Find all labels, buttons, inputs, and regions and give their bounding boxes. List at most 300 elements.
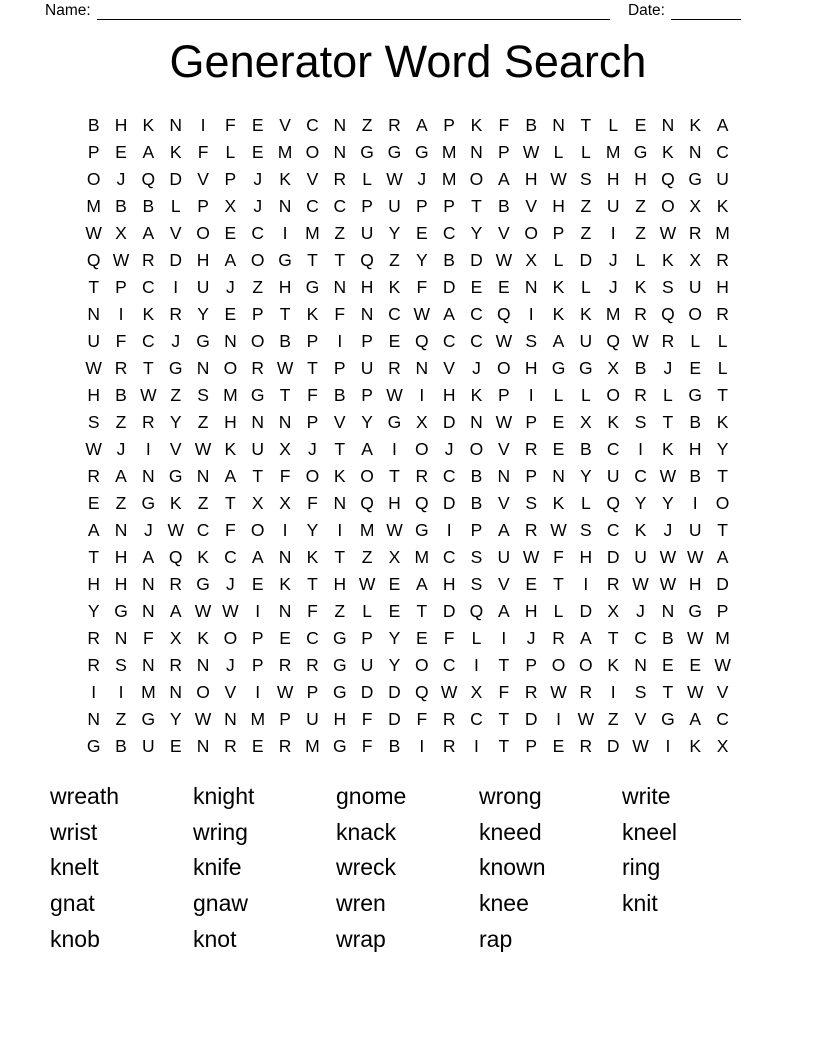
grid-letter: Z xyxy=(197,412,209,432)
grid-letter: B xyxy=(689,412,702,432)
grid-letter: H xyxy=(333,574,347,594)
word-item: wrong xyxy=(479,783,542,810)
grid-letter: L xyxy=(717,331,728,351)
grid-letter: I xyxy=(610,223,616,243)
grid-letter: B xyxy=(388,736,401,756)
grid-letter: C xyxy=(442,223,456,243)
grid-letter: D xyxy=(360,682,374,702)
grid-letter: T xyxy=(334,250,346,270)
grid-letter: O xyxy=(223,628,238,648)
grid-letter: J xyxy=(143,520,153,540)
grid-letter: S xyxy=(580,169,592,189)
grid-letter: V xyxy=(716,682,729,702)
grid-letter: O xyxy=(414,655,429,675)
grid-letter: N xyxy=(470,142,483,162)
grid-letter: N xyxy=(87,709,100,729)
grid-letter: Z xyxy=(580,196,592,216)
grid-letter: A xyxy=(443,304,455,324)
grid-letter: Z xyxy=(334,223,346,243)
grid-letter: H xyxy=(114,547,128,567)
grid-letter: Y xyxy=(388,655,401,675)
grid-letter: P xyxy=(333,358,346,378)
grid-letter: P xyxy=(251,304,264,324)
grid-letter: G xyxy=(688,385,703,405)
grid-letter: H xyxy=(524,358,538,378)
grid-letter: L xyxy=(580,493,591,513)
grid-letter: R xyxy=(278,655,292,675)
grid-letter: H xyxy=(278,277,292,297)
grid-letter: X xyxy=(607,601,620,621)
grid-letter: E xyxy=(388,601,401,621)
grid-letter: G xyxy=(141,493,156,513)
grid-letter: N xyxy=(87,304,100,324)
grid-letter: P xyxy=(115,277,127,297)
grid-letter: F xyxy=(361,709,373,729)
grid-letter: H xyxy=(552,196,565,216)
grid-letter: A xyxy=(361,439,373,459)
grid-letter: N xyxy=(142,655,155,675)
grid-letter: F xyxy=(197,142,209,162)
grid-letter: X xyxy=(279,439,291,459)
grid-letter: F xyxy=(225,520,236,540)
grid-letter: K xyxy=(689,736,702,756)
grid-letter: E xyxy=(552,439,565,459)
grid-letter: K xyxy=(607,655,620,675)
grid-letter: K xyxy=(580,304,592,324)
grid-letter: C xyxy=(306,115,319,135)
grid-letter: K xyxy=(388,277,401,297)
grid-letter: I xyxy=(392,439,397,459)
grid-letter: W xyxy=(714,655,731,675)
grid-letter: E xyxy=(415,223,428,243)
grid-letter: A xyxy=(716,115,729,135)
word-item: knight xyxy=(193,783,255,810)
grid-letter: N xyxy=(224,709,237,729)
grid-letter: W xyxy=(632,736,649,756)
word-item: wrap xyxy=(336,925,386,952)
grid-letter: D xyxy=(442,493,456,513)
grid-letter: K xyxy=(634,520,647,540)
grid-letter: H xyxy=(716,277,729,297)
grid-letter: W xyxy=(167,520,184,540)
grid-letter: X xyxy=(388,547,401,567)
grid-letter: I xyxy=(255,682,261,702)
grid-letter: R xyxy=(634,385,647,405)
grid-letter: H xyxy=(524,169,538,189)
grid-letter: Y xyxy=(306,520,319,540)
grid-letter: K xyxy=(662,439,674,459)
grid-letter: X xyxy=(279,493,291,513)
grid-letter: B xyxy=(470,493,483,513)
grid-letter: W xyxy=(577,709,595,729)
grid-letter: B xyxy=(470,466,483,486)
grid-letter: W xyxy=(659,223,677,243)
grid-letter: N xyxy=(360,304,374,324)
grid-letter: T xyxy=(662,412,674,432)
grid-letter: F xyxy=(334,304,346,324)
grid-letter: K xyxy=(552,493,565,513)
grid-letter: V xyxy=(525,196,538,216)
grid-letter: I xyxy=(638,439,643,459)
grid-letter: M xyxy=(715,223,730,243)
grid-letter: P xyxy=(224,169,237,189)
grid-letter: T xyxy=(416,601,428,621)
grid-letter: W xyxy=(85,439,102,459)
grid-letter: T xyxy=(498,655,510,675)
grid-letter: G xyxy=(688,169,703,189)
grid-letter: D xyxy=(579,601,593,621)
grid-letter: J xyxy=(526,628,536,648)
grid-letter: V xyxy=(497,574,510,594)
grid-letter: S xyxy=(115,655,127,675)
grid-letter: M xyxy=(605,142,621,162)
grid-letter: C xyxy=(442,655,456,675)
grid-letter: H xyxy=(688,439,702,459)
grid-letter: R xyxy=(333,169,347,189)
grid-letter: R xyxy=(661,331,675,351)
grid-letter: O xyxy=(688,304,703,324)
grid-letter: P xyxy=(415,196,428,216)
grid-letter: A xyxy=(115,466,127,486)
grid-letter: B xyxy=(115,385,127,405)
grid-letter: A xyxy=(87,520,100,540)
grid-letter: P xyxy=(443,196,455,216)
grid-letter: U xyxy=(497,547,511,567)
grid-letter: H xyxy=(87,574,100,594)
grid-letter: C xyxy=(306,628,319,648)
grid-letter: I xyxy=(583,574,589,594)
grid-letter: D xyxy=(169,250,183,270)
grid-letter: U xyxy=(579,331,593,351)
date-label: Date: xyxy=(627,2,665,19)
grid-letter: W xyxy=(222,601,239,621)
grid-letter: W xyxy=(276,358,294,378)
word-item: knit xyxy=(622,890,658,917)
grid-letter: R xyxy=(716,250,729,270)
grid-letter: K xyxy=(142,115,155,135)
grid-letter: C xyxy=(470,331,483,351)
grid-letter: J xyxy=(226,574,235,594)
grid-letter: W xyxy=(276,682,294,702)
grid-letter: N xyxy=(278,601,292,621)
grid-letter: R xyxy=(716,304,729,324)
grid-letter: R xyxy=(524,520,538,540)
grid-letter: N xyxy=(552,466,565,486)
grid-letter: K xyxy=(470,115,483,135)
grid-letter: H xyxy=(360,277,374,297)
grid-letter: R xyxy=(224,736,237,756)
grid-letter: X xyxy=(169,628,182,648)
word-item: wren xyxy=(336,890,386,917)
grid-letter: H xyxy=(333,709,347,729)
grid-letter: C xyxy=(442,547,456,567)
grid-letter: I xyxy=(610,682,616,702)
grid-letter: K xyxy=(197,628,209,648)
grid-letter: X xyxy=(689,196,702,216)
grid-letter: Q xyxy=(497,304,511,324)
grid-letter: U xyxy=(688,277,702,297)
grid-letter: I xyxy=(337,331,343,351)
grid-letter: M xyxy=(277,142,293,162)
grid-letter: D xyxy=(606,736,620,756)
grid-letter: W xyxy=(522,547,540,567)
grid-letter: P xyxy=(306,682,319,702)
grid-letter: L xyxy=(553,385,564,405)
grid-letter: A xyxy=(251,547,264,567)
grid-letter: U xyxy=(716,169,729,189)
grid-letter: K xyxy=(169,493,182,513)
grid-letter: O xyxy=(223,358,238,378)
grid-letter: E xyxy=(388,574,401,594)
grid-letter: R xyxy=(251,358,265,378)
grid-letter: Q xyxy=(661,304,675,324)
grid-letter: R xyxy=(388,358,401,378)
grid-letter: Z xyxy=(115,412,127,432)
grid-letter: E xyxy=(552,412,565,432)
grid-letter: W xyxy=(632,331,649,351)
grid-letter: N xyxy=(196,736,210,756)
grid-letter: E xyxy=(470,277,483,297)
grid-letter: F xyxy=(225,115,236,135)
grid-letter: I xyxy=(419,385,425,405)
grid-letter: K xyxy=(224,439,237,459)
grid-letter: H xyxy=(442,385,456,405)
grid-letter: N xyxy=(196,358,210,378)
grid-letter: T xyxy=(88,277,100,297)
grid-letter: X xyxy=(251,493,264,513)
grid-letter: N xyxy=(278,196,292,216)
grid-letter: Q xyxy=(606,331,621,351)
grid-letter: U xyxy=(196,277,210,297)
grid-letter: S xyxy=(525,331,538,351)
grid-letter: Y xyxy=(470,223,483,243)
grid-letter: K xyxy=(552,277,565,297)
grid-letter: G xyxy=(633,142,648,162)
grid-letter: E xyxy=(388,331,401,351)
grid-letter: V xyxy=(497,493,510,513)
grid-letter: R xyxy=(688,223,702,243)
grid-letter: E xyxy=(634,115,647,135)
grid-letter: O xyxy=(579,655,593,675)
grid-letter: T xyxy=(662,682,674,702)
grid-letter: N xyxy=(333,493,347,513)
grid-letter: F xyxy=(115,331,127,351)
grid-letter: N xyxy=(251,412,265,432)
grid-letter: I xyxy=(501,628,507,648)
grid-letter: O xyxy=(250,520,265,540)
grid-letter: N xyxy=(333,142,347,162)
grid-letter: T xyxy=(498,736,510,756)
grid-letter: F xyxy=(361,736,373,756)
grid-letter: N xyxy=(333,115,347,135)
grid-letter: Y xyxy=(388,223,401,243)
grid-letter: G xyxy=(579,358,593,378)
grid-letter: F xyxy=(279,466,291,486)
grid-letter: F xyxy=(498,115,510,135)
grid-letter: R xyxy=(87,655,100,675)
word-item: gnat xyxy=(50,890,95,917)
grid-letter: T xyxy=(307,250,318,270)
word-item: wrist xyxy=(50,818,98,845)
word-list xyxy=(50,779,765,957)
grid-letter: I xyxy=(118,304,124,324)
grid-letter: G xyxy=(250,385,265,405)
grid-letter: M xyxy=(359,520,375,540)
grid-letter: E xyxy=(497,277,510,297)
grid-letter: N xyxy=(661,115,675,135)
grid-letter: R xyxy=(169,574,183,594)
grid-letter: U xyxy=(606,196,620,216)
grid-letter: L xyxy=(580,277,591,297)
grid-letter: L xyxy=(717,358,728,378)
grid-letter: V xyxy=(443,358,455,378)
grid-letter: G xyxy=(86,736,101,756)
grid-letter: T xyxy=(717,520,728,540)
grid-letter: J xyxy=(253,196,263,216)
grid-letter: D xyxy=(388,709,401,729)
grid-letter: M xyxy=(715,628,730,648)
grid-letter: I xyxy=(528,385,534,405)
grid-letter: G xyxy=(360,142,374,162)
grid-letter: W xyxy=(386,520,403,540)
grid-letter: Y xyxy=(415,250,428,270)
grid-letter: S xyxy=(470,574,483,594)
grid-letter: O xyxy=(524,223,538,243)
grid-letter: S xyxy=(634,682,647,702)
grid-letter: K xyxy=(306,547,319,567)
grid-letter: E xyxy=(662,655,674,675)
grid-letter: T xyxy=(88,547,100,567)
grid-letter: P xyxy=(497,142,510,162)
word-item: rap xyxy=(479,925,513,952)
grid-letter: R xyxy=(552,628,565,648)
grid-letter: I xyxy=(474,655,479,675)
grid-letter: R xyxy=(114,358,128,378)
grid-letter: K xyxy=(306,304,319,324)
grid-letter: B xyxy=(662,628,674,648)
grid-letter: B xyxy=(443,250,455,270)
grid-letter: F xyxy=(443,628,455,648)
grid-letter: C xyxy=(606,520,620,540)
grid-letter: H xyxy=(688,574,702,594)
grid-letter: K xyxy=(716,412,729,432)
grid-letter: D xyxy=(606,547,620,567)
grid-letter: C xyxy=(196,520,210,540)
grid-letter: T xyxy=(553,574,564,594)
grid-letter: W xyxy=(686,682,704,702)
grid-letter: T xyxy=(307,358,318,378)
grid-letter: W xyxy=(550,520,567,540)
grid-letter: T xyxy=(143,358,154,378)
grid-letter: S xyxy=(87,412,100,432)
grid-letter: N xyxy=(552,115,565,135)
grid-letter: G xyxy=(332,628,347,648)
grid-letter: W xyxy=(85,223,102,243)
grid-letter: X xyxy=(470,682,483,702)
grid-letter: F xyxy=(498,682,510,702)
grid-letter: D xyxy=(442,277,456,297)
grid-letter: P xyxy=(306,331,319,351)
grid-letter: H xyxy=(224,412,237,432)
grid-letter: T xyxy=(717,385,728,405)
grid-letter: E xyxy=(115,142,127,162)
grid-letter: Z xyxy=(197,493,209,513)
grid-letter: G xyxy=(196,574,210,594)
grid-letter: W xyxy=(659,466,677,486)
grid-letter: G xyxy=(387,142,402,162)
grid-letter: Q xyxy=(360,250,374,270)
grid-letter: R xyxy=(606,574,620,594)
grid-letter: V xyxy=(224,682,237,702)
grid-letter: Z xyxy=(115,709,127,729)
grid-letter: P xyxy=(470,520,483,540)
grid-letter: Q xyxy=(168,547,183,567)
grid-letter: Z xyxy=(580,223,592,243)
grid-letter: U xyxy=(142,736,155,756)
grid-letter: D xyxy=(442,601,456,621)
grid-letter: M xyxy=(223,385,238,405)
grid-letter: R xyxy=(415,466,429,486)
grid-letter: T xyxy=(498,709,510,729)
grid-letter: W xyxy=(194,439,212,459)
grid-letter: Y xyxy=(87,601,100,621)
grid-letter: L xyxy=(608,115,619,135)
grid-letter: H xyxy=(524,601,538,621)
grid-letter: J xyxy=(608,250,618,270)
grid-letter: B xyxy=(634,358,647,378)
grid-letter: P xyxy=(306,412,319,432)
grid-letter: R xyxy=(388,115,401,135)
grid-letter: I xyxy=(91,682,97,702)
grid-letter: G xyxy=(141,709,156,729)
grid-letter: C xyxy=(634,628,647,648)
grid-letter: A xyxy=(497,601,510,621)
grid-letter: C xyxy=(716,709,729,729)
grid-letter: A xyxy=(224,466,237,486)
grid-letter: A xyxy=(497,169,510,189)
grid-letter: Y xyxy=(662,493,674,513)
grid-letter: U xyxy=(634,547,647,567)
grid-letter: J xyxy=(472,358,481,378)
grid-letter: X xyxy=(580,412,592,432)
grid-letter: D xyxy=(470,250,483,270)
grid-letter: K xyxy=(333,466,346,486)
grid-letter: W xyxy=(550,682,567,702)
grid-letter: N xyxy=(224,331,237,351)
grid-letter: D xyxy=(579,250,593,270)
grid-letter: O xyxy=(469,169,484,189)
grid-letter: V xyxy=(169,439,182,459)
grid-letter: M xyxy=(414,547,430,567)
grid-letter: I xyxy=(282,520,288,540)
grid-letter: P xyxy=(443,115,455,135)
grid-letter: L xyxy=(635,250,646,270)
grid-letter: R xyxy=(442,736,456,756)
word-item: knack xyxy=(336,818,397,845)
grid-letter: A xyxy=(415,115,428,135)
grid-letter: F xyxy=(553,547,564,567)
grid-letter: L xyxy=(362,169,372,189)
grid-letter: P xyxy=(279,709,291,729)
grid-letter: R xyxy=(169,655,183,675)
grid-letter: B xyxy=(689,466,702,486)
grid-letter: L xyxy=(690,331,701,351)
grid-letter: B xyxy=(142,196,155,216)
grid-letter: P xyxy=(87,142,100,162)
grid-letter: A xyxy=(224,250,237,270)
grid-letter: Q xyxy=(86,250,101,270)
grid-letter: P xyxy=(251,628,264,648)
